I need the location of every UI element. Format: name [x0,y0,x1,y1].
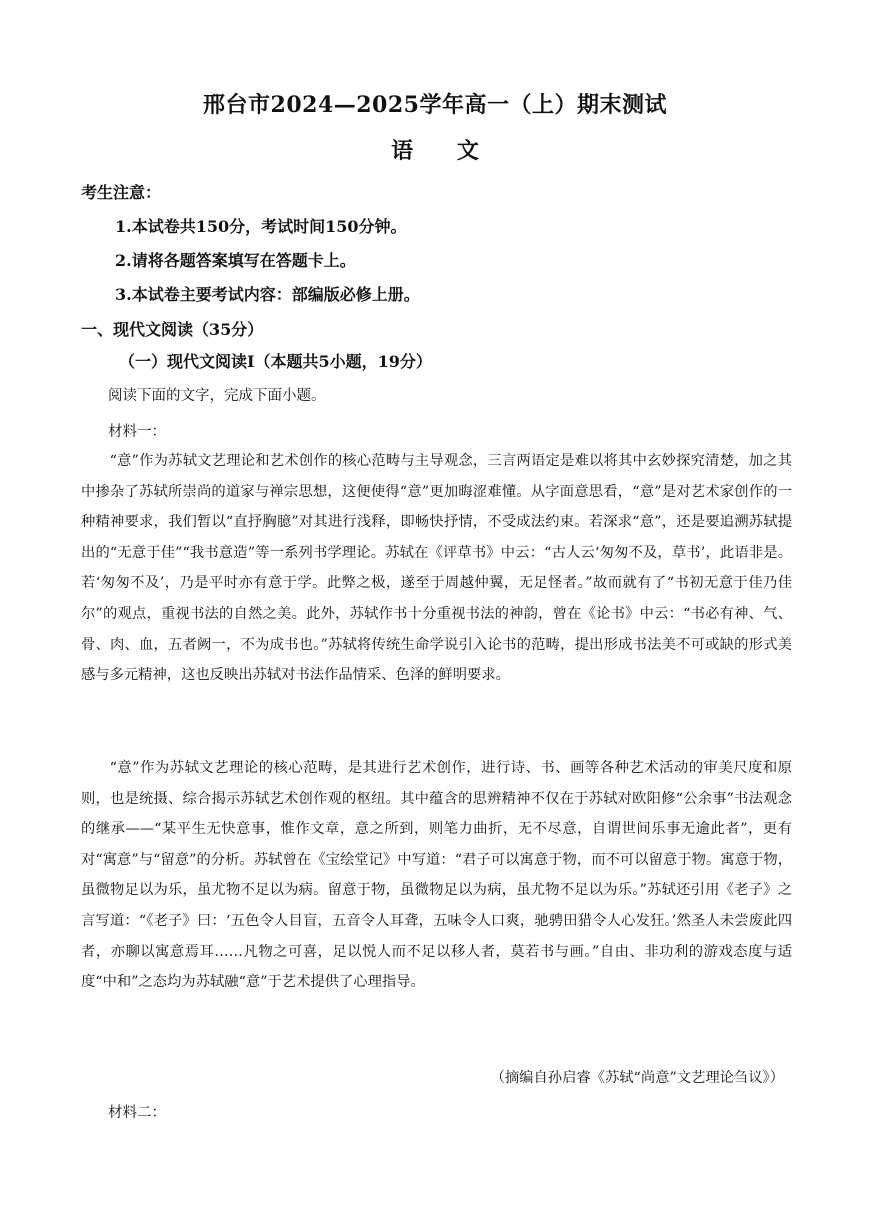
material-one-paragraph-1: “意”作为苏轼文艺理论和艺术创作的核心范畴与主导观念，三言两语定是难以将其中玄妙探究清楚，加之其中掺杂了苏轼所崇尚的道家与禅宗思想，这便使得“意”更加晦涩难懂。从字面意思看，“意”是对艺术家创作的一种精神要求，我们暂以“直抒胸臆”对其进行浅释，即畅快抒情，不受成法约束。若深求“意”，还是要追溯苏轼提出的“无意于佳”“我书意造”等一系列书学理论。苏轼在《评草书》中云：“古人云‘匆匆不及，草书’，此语非是。若‘匆匆不及’，乃是平时亦有意于学。此弊之极，遂至于周越仲翼，无足怪者。”故而就有了“书初无意于佳乃佳尔”的观点，重视书法的自然之美。此外，苏轼作书十分重视书法的神韵，曾在《论书》中云：“书必有神、气、骨、肉、血，五者阙一，不为成书也。”苏轼将传统生命学说引入论书的范畴，提出形成书法美不可或缺的形式美感与多元精神，这也反映出苏轼对书法作品情采、色泽的鲜明要求。 [81,453,792,684]
notice-item-3: 3.本试卷主要考试内容：部编版必修上册。 [115,285,420,304]
material-two-label: 材料二： [108,1105,166,1121]
reading-instruction: 阅读下面的文字，完成下面小题。 [108,388,326,404]
sub-section-heading: （一）现代文阅读Ⅰ（本题共5小题，19分） [119,352,432,371]
notice-item-1: 1.本试卷共150分，考试时间150分钟。 [115,217,407,236]
subject-title: 语 文 [391,138,497,164]
material-one-label: 材料一： [108,424,166,440]
material-one-paragraph-2: “意”作为苏轼文艺理论的核心范畴，是其进行艺术创作，进行诗、书、画等各种艺术活动的审美尺度和原则，也是统摄、综合揭示苏轼艺术创作观的枢纽。其中蕴含的思辨精神不仅在于苏轼对欧阳修“公余事”书法观念的继承——“某平生无快意事，惟作文章，意之所到，则笔力曲折，无不尽意，自谓世间乐事无逾此者”，更有对“寓意”与“留意”的分析。苏轼曾在《宝绘堂记》中写道：“君子可以寓意于物，而不可以留意于物。寓意于物，虽微物足以为乐，虽尤物不足以为病。留意于物，虽微物足以为病，虽尤物不足以为乐。”苏轼还引用《老子》之言写道：“《老子》曰：‘五色令人目盲，五音令人耳聋，五味令人口爽，驰骋田猎令人心发狂。’然圣人未尝废此四者，亦聊以寓意焉耳……凡物之可喜，足以悦人而不足以移人者，莫若书与画。”自由、非功利的游戏态度与适度“中和”之态均为苏轼融“意”于艺术提供了心理指导。 [81,760,792,991]
notice-heading: 考生注意： [81,183,162,202]
exam-title: 邢台市2024—2025学年高一（上）期末测试 [203,92,667,118]
material-one-source: （摘编自孙启睿《苏轼“尚意”文艺理论刍议》） [490,1070,784,1086]
section-heading: 一、现代文阅读（35分） [81,320,264,339]
notice-item-2: 2.请将各题答案填写在答题卡上。 [115,251,356,270]
